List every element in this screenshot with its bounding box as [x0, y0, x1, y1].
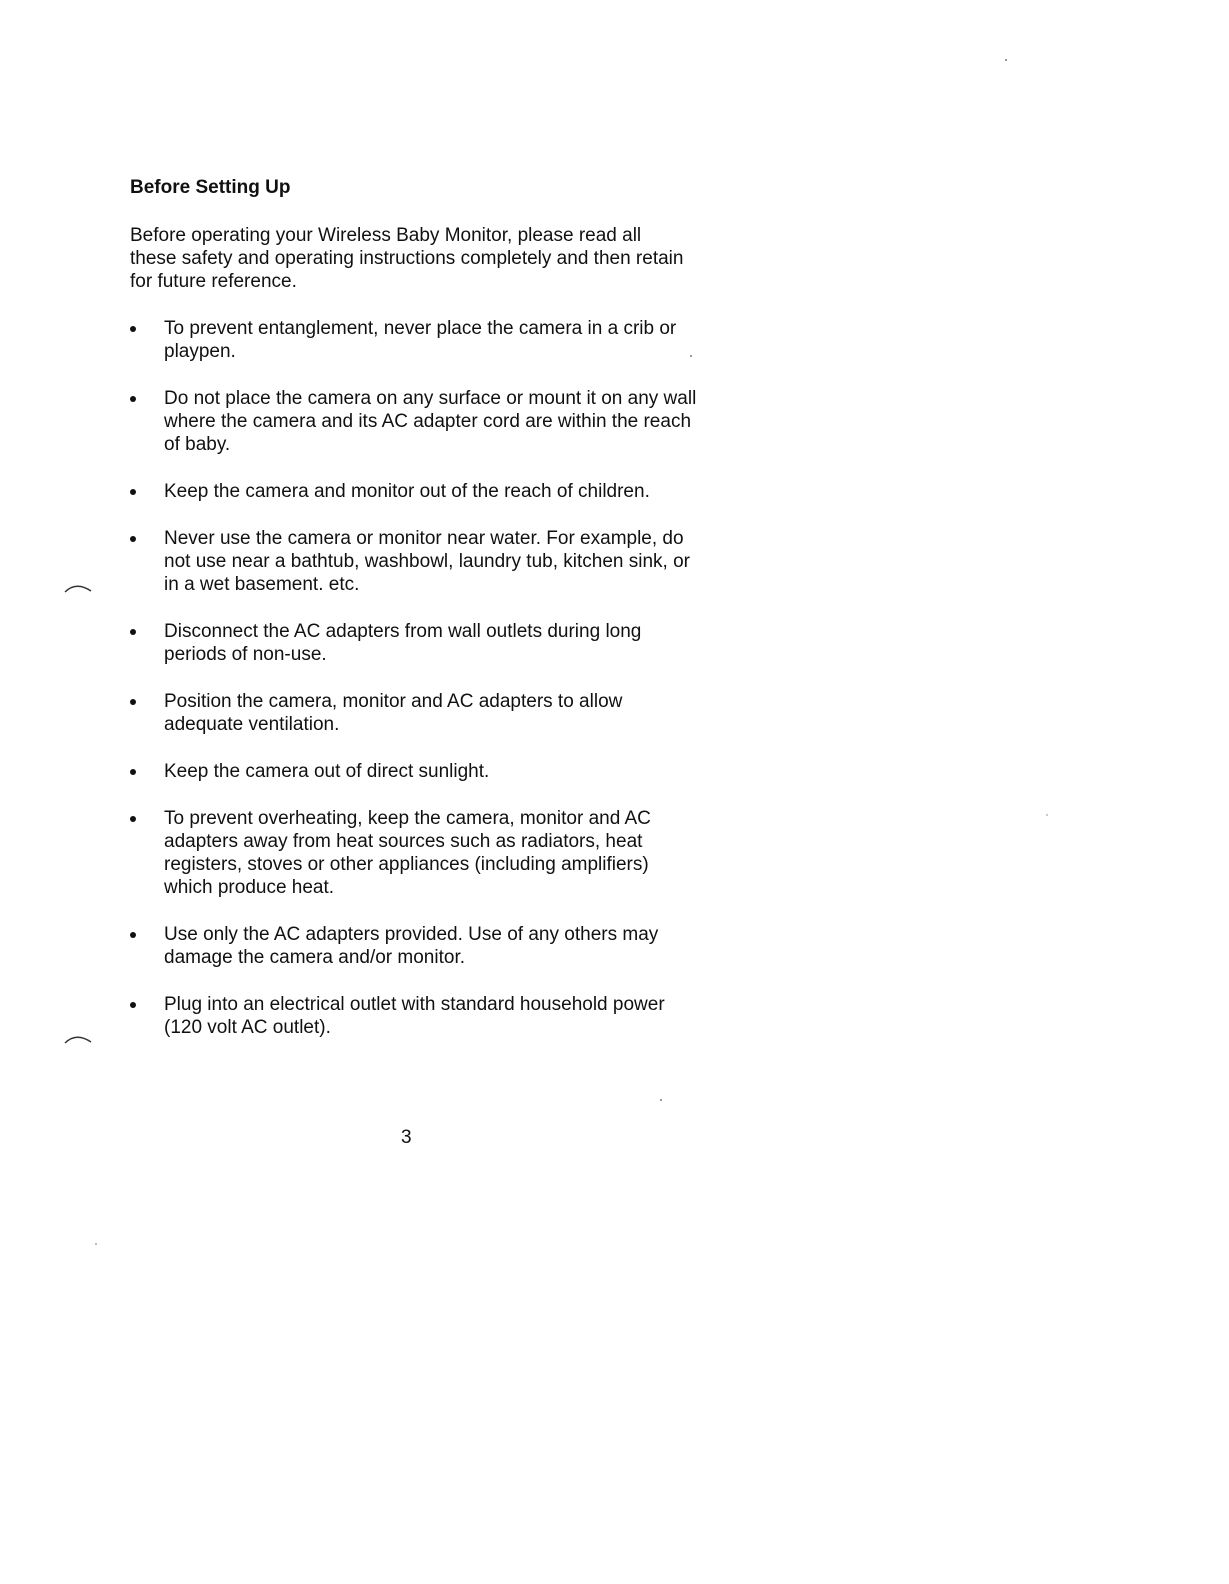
list-item-text: Plug into an electrical outlet with standard household power (120 volt AC outlet).: [164, 994, 665, 1038]
safety-instructions-list: [130, 317, 700, 1063]
list-item: [130, 387, 700, 456]
section-heading: Before Setting Up: [130, 177, 291, 198]
page-number: 3: [401, 1127, 412, 1148]
list-item: [130, 993, 700, 1039]
list-item-text: Disconnect the AC adapters from wall outlets during long periods of non-use.: [164, 621, 642, 665]
bullet-icon: [130, 629, 136, 635]
list-item-text: Do not place the camera on any surface or mount it on any wall where the camera and its AC adapter cord are within the reach of baby.: [164, 388, 697, 455]
scan-speck: [1005, 59, 1007, 61]
list-item-text: Never use the camera or monitor near water. For example, do not use near a bathtub, washbowl, laundry tub, kitchen sink, or in a wet basement. etc.: [164, 528, 690, 595]
bullet-icon: [130, 326, 136, 332]
scan-speck: [95, 1243, 97, 1245]
list-item: [130, 690, 700, 736]
bullet-icon: [130, 769, 136, 775]
scan-speck: [690, 355, 692, 357]
list-item-text: Position the camera, monitor and AC adapters to allow adequate ventilation.: [164, 691, 623, 735]
scan-mark-icon: [64, 583, 92, 593]
bullet-icon: [130, 1002, 136, 1008]
list-item: [130, 480, 700, 503]
list-item: [130, 807, 700, 899]
list-item-text: To prevent entanglement, never place the camera in a crib or playpen.: [164, 318, 677, 362]
bullet-icon: [130, 932, 136, 938]
scan-speck: [1046, 814, 1048, 816]
list-item-text: Use only the AC adapters provided. Use of any others may damage the camera and/or monitor.: [164, 924, 659, 968]
list-item: [130, 317, 700, 363]
bullet-icon: [130, 699, 136, 705]
intro-paragraph: Before operating your Wireless Baby Monitor, please read all these safety and operating instructions completely and then retain for future reference.: [130, 225, 684, 292]
bullet-icon: [130, 816, 136, 822]
bullet-icon: [130, 396, 136, 402]
list-item-text: To prevent overheating, keep the camera, monitor and AC adapters away from heat sources such as radiators, heat registers, stoves or other appliances (including amplifiers) which produce heat.: [164, 808, 651, 898]
bullet-icon: [130, 489, 136, 495]
bullet-icon: [130, 536, 136, 542]
list-item-text: Keep the camera out of direct sunlight.: [164, 761, 490, 782]
list-item: [130, 923, 700, 969]
list-item: [130, 527, 700, 596]
list-item: [130, 620, 700, 666]
list-item: [130, 760, 700, 783]
list-item-text: Keep the camera and monitor out of the reach of children.: [164, 481, 650, 502]
scan-speck: [660, 1099, 662, 1101]
scan-mark-icon: [64, 1034, 92, 1044]
